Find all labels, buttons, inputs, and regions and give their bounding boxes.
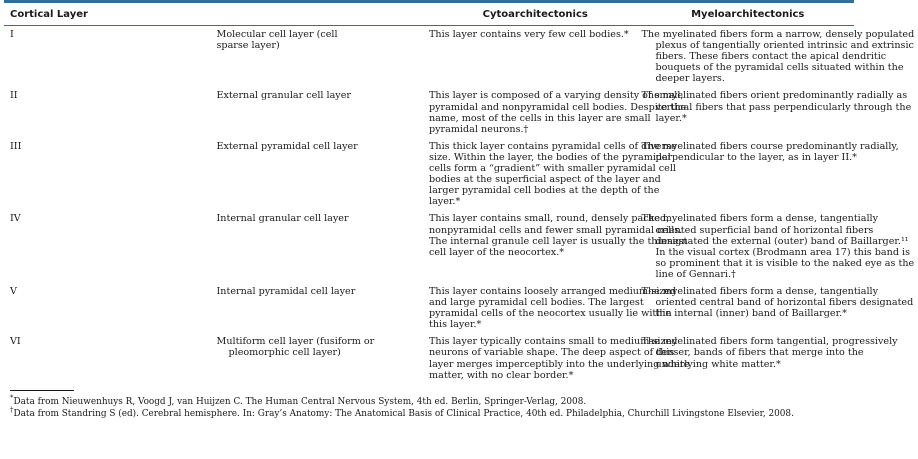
myelo-text: The myelinated fibers form a narrow, densely populated plexus of tangentially oriented intrinsic and extrinsic fibers. These fibers contact the apical dendritic bouquets of the pyramidal cells situated within the deeper layers. [641, 29, 915, 85]
layer-number: I [10, 29, 14, 40]
table-row [4, 87, 854, 137]
layer-name [217, 210, 430, 283]
layer-number: V [10, 285, 17, 297]
layer-name-text: Multiform cell layer (fusiform or pleomorphic cell layer) [216, 336, 375, 359]
cyto-text: This layer contains small, round, densely packed, nonpyramidal cells and fewer small pyramidal cells. The internal granule cell layer is usually the thinnest cell layer of the neocortex.* [429, 213, 688, 258]
table-row [4, 210, 854, 283]
layer-name-text: Internal granular cell layer [216, 213, 349, 225]
footnotes [4, 393, 854, 420]
myelo-text: The myelinated fibers form a dense, tangentially oriented central band of horizontal fibers designated the internal (inner) band of Baillarger.* [641, 285, 914, 320]
myelo-text: The myelinated fibers course predominantly radially, perpendicular to the layer, as in layer II.* [641, 140, 899, 163]
myelo-cell [641, 210, 915, 283]
myelo-cell [641, 283, 914, 333]
cyto-cell [429, 26, 642, 88]
cyto-text: This layer contains very few cell bodies.* [429, 29, 629, 40]
myelo-cell [641, 26, 915, 88]
footnote-text: Data from Standring S (ed). Cerebral hemisphere. In: Gray’s Anatomy: The Anatomical Basis of Clinical Practice, 40th ed. Philadelphia, Churchill Livingstone Elsevier, 2008. [13, 408, 794, 419]
cyto-text: This layer typically contains small to medium-sized neurons of variable shape. The deep aspect of this layer merges imperceptibly into the underlying white matter, with no clear border.* [429, 336, 690, 381]
table-row [4, 283, 854, 333]
cyto-cell [429, 283, 677, 333]
header-myeloarchitectonics: Myeloarchitectonics [642, 3, 855, 26]
layer-name-text: Internal pyramidal cell layer [216, 285, 356, 297]
cyto-cell [429, 333, 690, 383]
table-row [4, 333, 854, 383]
cyto-cell [429, 210, 688, 283]
layer-name-text: External granular cell layer [216, 90, 351, 102]
layer-name [217, 283, 430, 333]
footnote-text: Data from Nieuwenhuys R, Voogd J, van Huijzen C. The Human Central Nervous System, 4th ed. Berlin, Springer-Verlag, 2008. [13, 396, 587, 407]
header-cortical-layer: Cortical Layer [4, 3, 429, 26]
footnote-mark: * [10, 393, 14, 402]
cortical-layers-table [4, 3, 915, 384]
header-cytoarchitectonics: Cytoarchitectonics [429, 3, 642, 26]
myelo-cell [641, 333, 898, 383]
cyto-cell [429, 138, 677, 211]
myelo-text: The myelinated fibers orient predominantly radially as vertical fibers that pass perpendicularly through the layer.* [641, 90, 912, 124]
cyto-cell [429, 87, 687, 137]
myelo-text: The myelinated fibers form tangential, progressively denser, bands of fibers that merge into the underlying white matter.* [641, 336, 898, 370]
footnote-1 [10, 393, 854, 408]
myelo-text: The myelinated fibers form a dense, tangentially oriented superficial band of horizontal fibers designated the external (outer) band of Baillarger.¹¹ In the visual cortex (Brodmann area 17) this band is so prominent that it is visible to the naked eye as the line of Gennari.† [641, 213, 915, 280]
myelo-cell [641, 87, 912, 137]
footnote-mark: † [10, 405, 14, 414]
layer-name [217, 138, 430, 211]
layer-number: VI [10, 336, 21, 348]
cyto-text: This layer is composed of a varying density of small, pyramidal and nonpyramidal cell bodies. Despite the name, most of the cells in this layer are small pyramidal neurons.† [429, 90, 687, 135]
layer-name-text: Molecular cell layer (cell sparse layer) [216, 29, 338, 52]
layer-number: IV [10, 213, 21, 225]
layer-name [217, 26, 430, 88]
layer-name [217, 333, 430, 383]
table-header-row [4, 3, 854, 26]
layer-number: III [10, 140, 22, 152]
cyto-text: This layer contains loosely arranged medium-sized and large pyramidal cell bodies. The largest pyramidal cells of the neocortex usually lie within this layer.* [429, 285, 677, 331]
layer-name-text: External pyramidal cell layer [216, 140, 358, 152]
myelo-cell [641, 138, 899, 211]
footnote-2 [10, 405, 854, 420]
footnote-rule [10, 390, 74, 391]
table-row [4, 138, 854, 211]
layer-number: II [10, 90, 18, 102]
cyto-text: This thick layer contains pyramidal cells of diverse size. Within the layer, the bodies of the pyramidal cells form a “gradient” with smaller pyramidal cell bodies at the superficial aspect of the layer and larger pyramidal cell bodies at the depth of the layer.* [429, 140, 677, 208]
layer-name [217, 87, 430, 137]
table-row [4, 26, 854, 88]
